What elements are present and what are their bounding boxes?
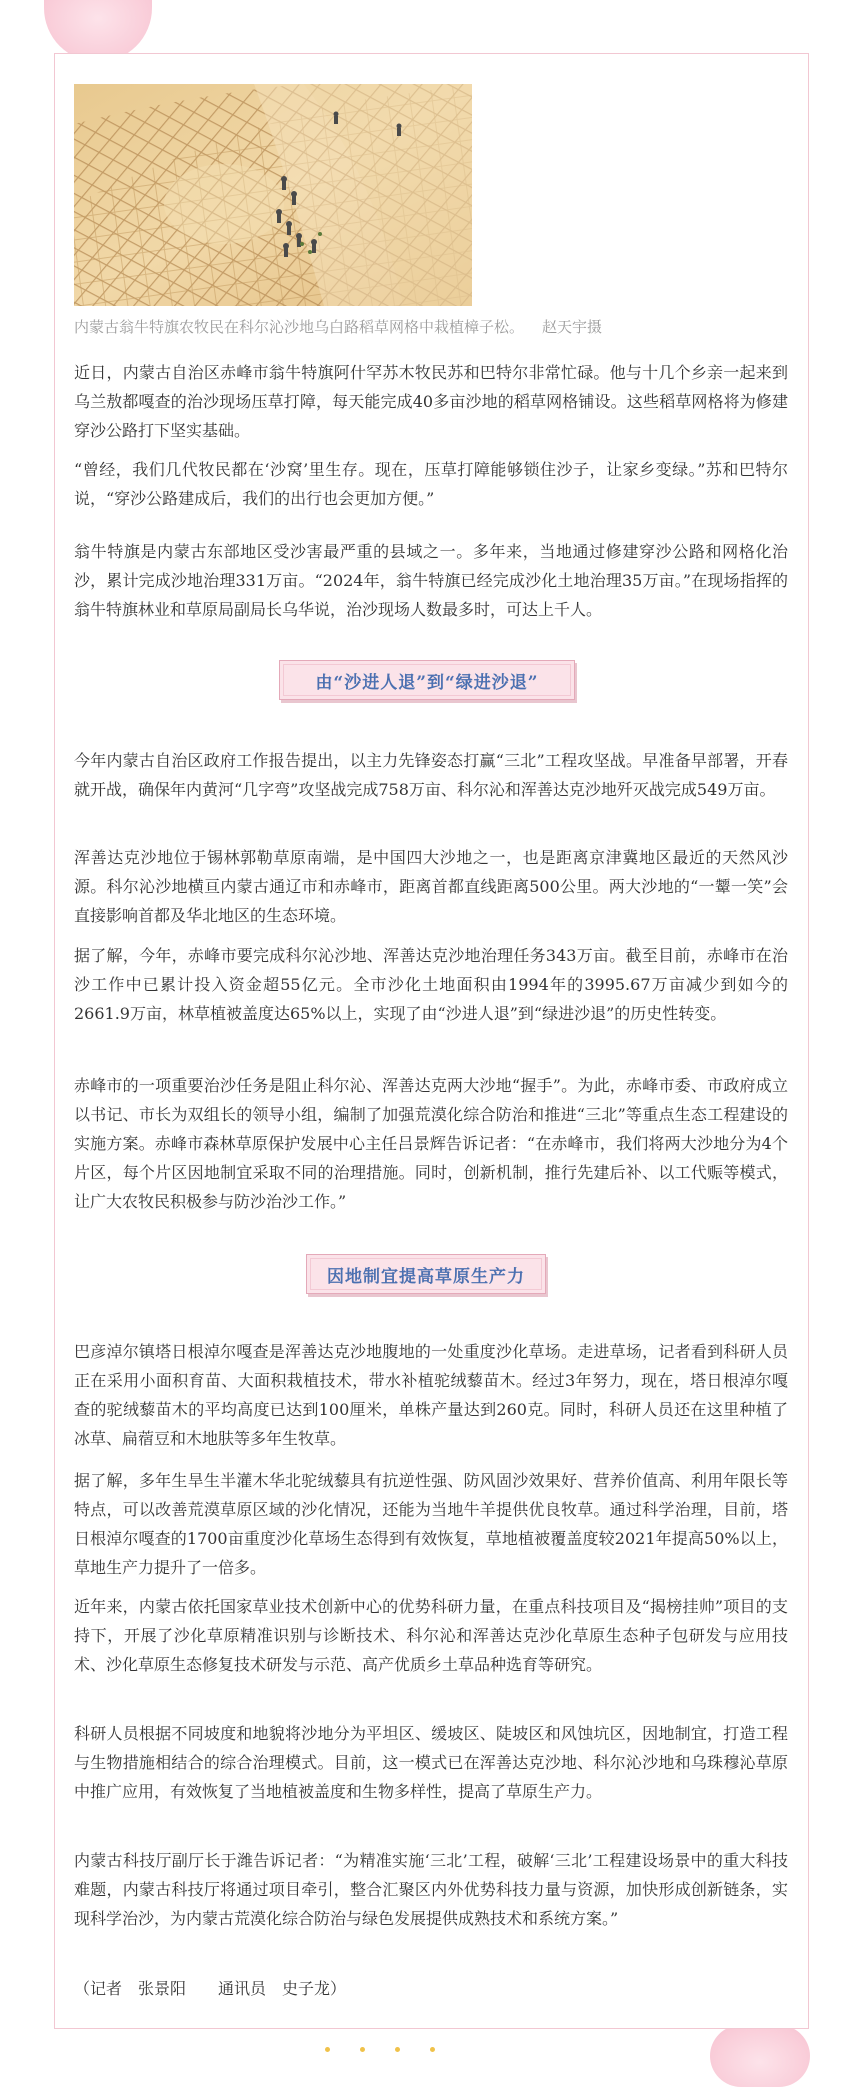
section-heading-1: [279, 660, 575, 700]
paragraph: 科研人员根据不同坡度和地貌将沙地分为平坦区、缓坡区、陡坡区和风蚀坑区，因地制宜，打造工程与生物措施相结合的综合治理模式。目前，这一模式已在浑善达克沙地、科尔沁沙地和乌珠穆沁草原中推广应用，有效恢复了当地植被盖度和生物多样性，提高了草原生产力。: [74, 1724, 788, 1801]
decorative-circle-bottom: [710, 2025, 810, 2087]
paragraph: 据了解，多年生旱生半灌木华北驼绒藜具有抗逆性强、防风固沙效果好、营养价值高、利用年限长等特点，可以改善荒漠草原区域的沙化情况，还能为当地牛羊提供优良牧草。通过科学治理，目前，塔日根淖尔嘎查的1700亩重度沙化草场生态得到有效恢复，草地植被覆盖度较2021年提高50%以上，草地生产力提升了一倍多。: [74, 1471, 788, 1577]
paragraph: 据了解，今年，赤峰市要完成科尔沁沙地、浑善达克沙地治理任务343万亩。截至目前，赤峰市在治沙工作中已累计投入资金超55亿元。全市沙化土地面积由1994年的3995.67万亩减少到如今的2661.9万亩，林草植被盖度达65%以上，实现了由“沙进人退”到“绿进沙退”的历史性转变。: [74, 946, 788, 1023]
desert-grid-image: [74, 84, 472, 306]
caption-text: 内蒙古翁牛特旗农牧民在科尔沁沙地乌白路稻草网格中栽植樟子松。: [74, 318, 525, 336]
caption-author: 赵天宇摄: [542, 318, 603, 336]
paragraph: 内蒙古科技厅副厅长于潍告诉记者：“为精准实施‘三北’工程，破解‘三北’工程建设场景中的重大科技难题，内蒙古科技厅将通过项目牵引，整合汇聚区内外优势科技力量与资源，加快形成创新链条，实现科学治沙，为内蒙古荒漠化综合防治与绿色发展提供成熟技术和系统方案。”: [74, 1851, 788, 1928]
section-heading-2-text: 因地制宜提高草原生产力: [327, 1266, 525, 1287]
byline: （记者 张景阳 通讯员 史子龙）: [74, 1979, 347, 1998]
paragraph: 今年内蒙古自治区政府工作报告提出，以主力先锋姿态打赢“三北”工程攻坚战。早准备早部署，开春就开战，确保年内黄河“几字弯”攻坚战完成758万亩、科尔沁和浑善达克沙地歼灭战完成549万亩。: [74, 751, 788, 799]
paragraph: 翁牛特旗是内蒙古东部地区受沙害最严重的县域之一。多年来，当地通过修建穿沙公路和网格化治沙，累计完成沙地治理331万亩。“2024年，翁牛特旗已经完成沙化土地治理35万亩。”在现场指挥的翁牛特旗林业和草原局副局长乌华说，治沙现场人数最多时，可达上千人。: [74, 542, 788, 619]
section-heading-2: [306, 1254, 546, 1294]
paragraph: 近日，内蒙古自治区赤峰市翁牛特旗阿什罕苏木牧民苏和巴特尔非常忙碌。他与十几个乡亲一起来到乌兰敖都嘎查的治沙现场压草打障，每天能完成40多亩沙地的稻草网格铺设。这些稻草网格将为修建穿沙公路打下坚实基础。: [74, 363, 788, 440]
paragraph: 巴彦淖尔镇塔日根淖尔嘎查是浑善达克沙地腹地的一处重度沙化草场。走进草场，记者看到科研人员正在采用小面积育苗、大面积栽植技术，带水补植驼绒藜苗木。经过3年努力，现在，塔日根淖尔嘎查的驼绒藜苗木的平均高度已达到100厘米，单株产量达到260克。同时，科研人员还在这里种植了冰草、扁蓿豆和木地肤等多年生牧草。: [74, 1342, 788, 1448]
paragraph: “曾经，我们几代牧民都在‘沙窝’里生存。现在，压草打障能够锁住沙子，让家乡变绿。”苏和巴特尔说，“穿沙公路建成后，我们的出行也会更加方便。”: [74, 460, 788, 508]
section-heading-1-text: 由“沙进人退”到“绿进沙退”: [315, 672, 539, 693]
article-photo: [74, 84, 472, 306]
paragraph: 浑善达克沙地位于锡林郭勒草原南端，是中国四大沙地之一，也是距离京津冀地区最近的天然风沙源。科尔沁沙地横亘内蒙古通辽市和赤峰市，距离首都直线距离500公里。两大沙地的“一颦一笑”会直接影响首都及华北地区的生态环境。: [74, 848, 788, 925]
decorative-dots: [325, 2047, 445, 2057]
photo-caption: [74, 315, 794, 339]
paragraph: 近年来，内蒙古依托国家草业技术创新中心的优势科研力量，在重点科技项目及“揭榜挂帅”项目的支持下，开展了沙化草原精准识别与诊断技术、科尔沁和浑善达克沙化草原生态种子包研发与应用技术、沙化草原生态修复技术研发与示范、高产优质乡土草品种选育等研究。: [74, 1597, 788, 1674]
paragraph: 赤峰市的一项重要治沙任务是阻止科尔沁、浑善达克两大沙地“握手”。为此，赤峰市委、市政府成立以书记、市长为双组长的领导小组，编制了加强荒漠化综合防治和推进“三北”等重点生态工程建设的实施方案。赤峰市森林草原保护发展中心主任吕景辉告诉记者：“在赤峰市，我们将两大沙地分为4个片区，每个片区因地制宜采取不同的治理措施。同时，创新机制，推行先建后补、以工代赈等模式，让广大农牧民积极参与防沙治沙工作。”: [74, 1076, 788, 1211]
